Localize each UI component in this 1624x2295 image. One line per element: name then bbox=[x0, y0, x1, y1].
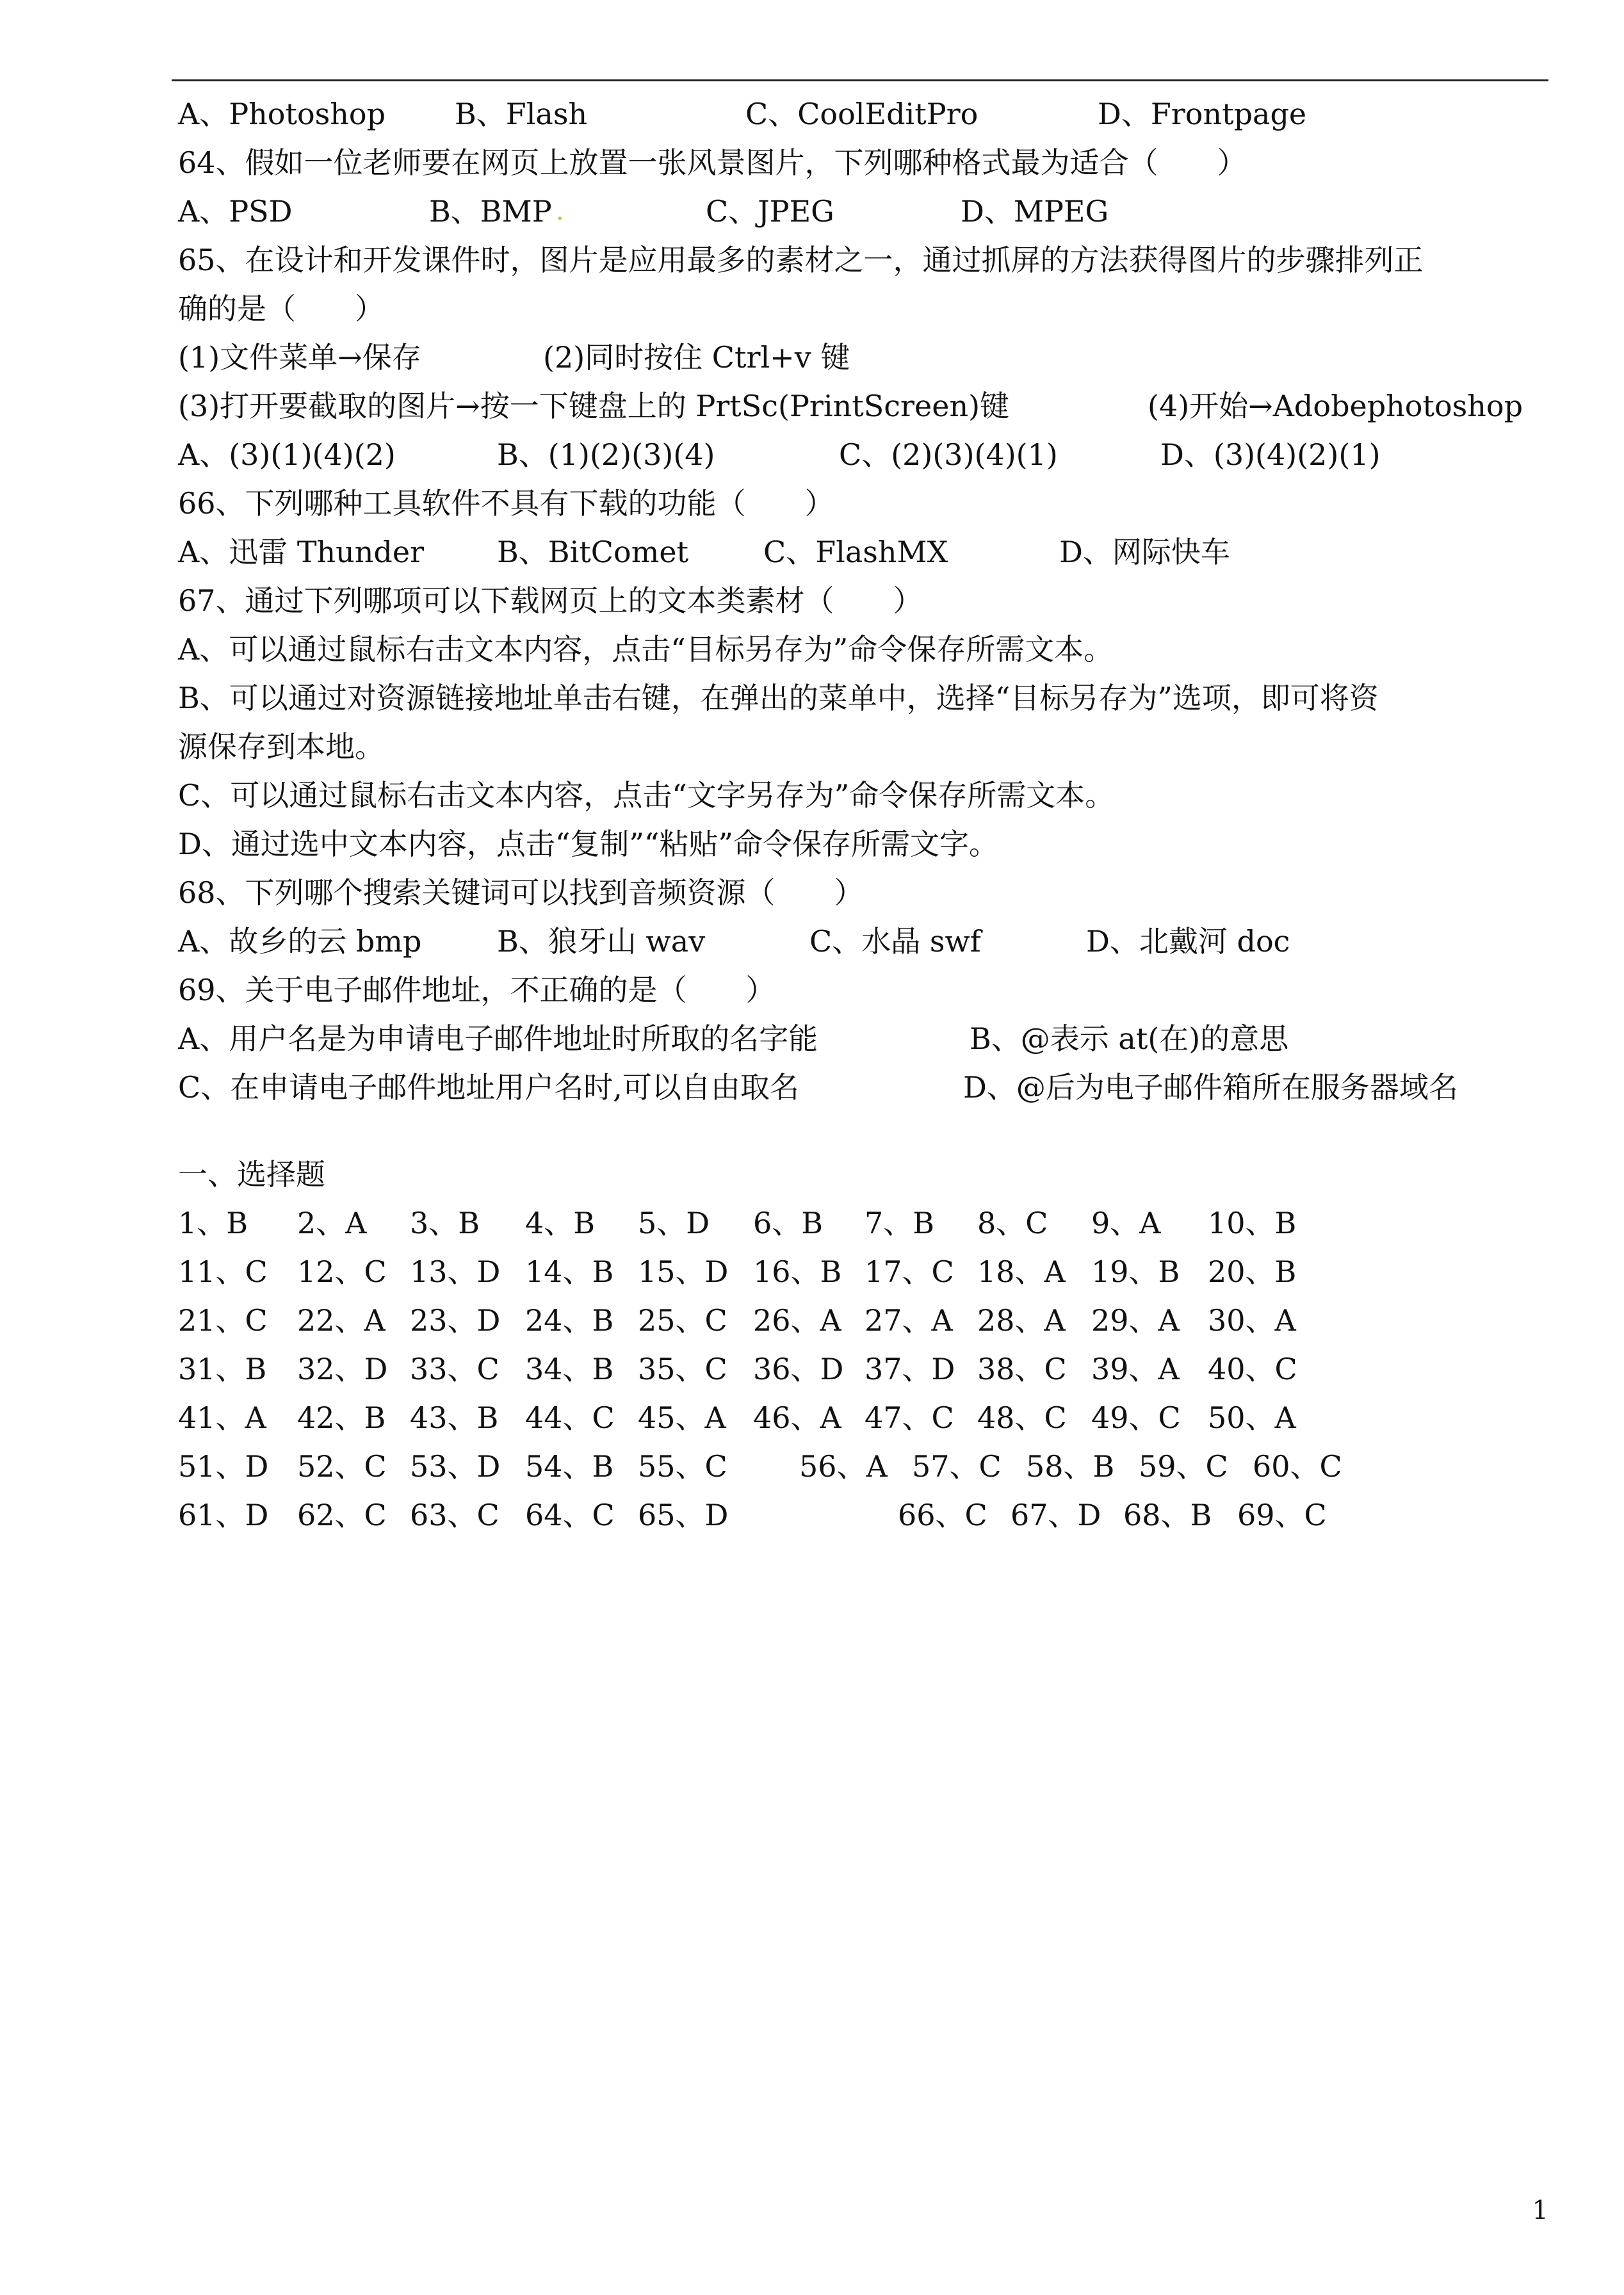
question-64-text: 64、假如一位老师要在网页上放置一张风景图片，下列哪种格式最为适合（ ） bbox=[178, 145, 1247, 180]
option-d: D、(3)(4)(2)(1) bbox=[1160, 437, 1381, 472]
question-64-options bbox=[178, 187, 1548, 236]
question-65-line-1: 65、在设计和开发课件时，图片是应用最多的素材之一，通过抓屏的方法获得图片的步骤排列正 bbox=[178, 243, 1424, 277]
answer-item: 1、B bbox=[178, 1206, 248, 1240]
answer-item: 47、C bbox=[865, 1400, 954, 1435]
answer-item: 69、C bbox=[1237, 1498, 1327, 1532]
question-67-option-a: A、可以通过鼠标右击文本内容，点击“目标另存为”命令保存所需文本。 bbox=[178, 632, 1114, 667]
question-63-options bbox=[178, 90, 1548, 138]
answer-item: 7、B bbox=[865, 1206, 935, 1240]
answer-item: 60、C bbox=[1253, 1449, 1342, 1484]
question-68-options bbox=[178, 917, 1548, 966]
answer-item: 36、D bbox=[753, 1352, 844, 1386]
answer-item: 5、D bbox=[638, 1206, 710, 1240]
answer-item: 56、A bbox=[799, 1449, 888, 1484]
answer-item: 62、C bbox=[297, 1498, 387, 1532]
answer-key-heading: 一、选择题 bbox=[178, 1157, 325, 1192]
answer-item: 66、C bbox=[898, 1498, 987, 1532]
answer-item: 19、B bbox=[1091, 1254, 1180, 1289]
answer-item: 63、C bbox=[410, 1498, 499, 1532]
answer-item: 28、A bbox=[977, 1303, 1066, 1338]
top-divider bbox=[172, 79, 1548, 81]
answer-item: 11、C bbox=[178, 1254, 268, 1289]
option-c: C、水晶 swf bbox=[809, 924, 981, 959]
section-spacer bbox=[178, 1112, 1548, 1150]
question-65-line-2: 确的是（ ） bbox=[178, 291, 384, 326]
question-65-steps-1 bbox=[178, 333, 1548, 382]
question-69-options-row-1 bbox=[178, 1014, 1548, 1063]
question-67-option-b-line-2: 源保存到本地。 bbox=[178, 729, 384, 764]
answer-item: 30、A bbox=[1208, 1303, 1296, 1338]
answer-item: 26、A bbox=[753, 1303, 841, 1338]
question-65-steps-2 bbox=[178, 382, 1548, 430]
answer-rows bbox=[178, 1199, 1548, 1539]
option-d: D、Frontpage bbox=[1098, 97, 1307, 131]
option-c: C、CoolEditPro bbox=[745, 97, 978, 131]
option-a: A、用户名是为申请电子邮件地址时所取的名字能 bbox=[178, 1021, 818, 1056]
answer-item: 39、A bbox=[1091, 1352, 1180, 1386]
answer-item: 67、D bbox=[1011, 1498, 1101, 1532]
answer-item: 61、D bbox=[178, 1498, 269, 1532]
answer-item: 4、B bbox=[525, 1206, 596, 1240]
question-67-text: 67、通过下列哪项可以下载网页上的文本类素材（ ） bbox=[178, 583, 923, 618]
question-65-options bbox=[178, 430, 1548, 479]
answer-item: 22、A bbox=[297, 1303, 386, 1338]
question-66-text: 66、下列哪种工具软件不具有下载的功能（ ） bbox=[178, 486, 834, 521]
option-c: C、JPEG bbox=[706, 194, 834, 229]
option-b: B、Flash bbox=[455, 97, 588, 131]
answer-item: 10、B bbox=[1208, 1206, 1297, 1240]
answer-item: 46、A bbox=[753, 1400, 841, 1435]
question-67-option-d: D、通过选中文本内容，点击“复制”“粘贴”命令保存所需文字。 bbox=[178, 827, 998, 861]
option-b: B、@表示 at(在)的意思 bbox=[970, 1021, 1289, 1056]
answer-item: 65、D bbox=[638, 1498, 729, 1532]
option-d: D、MPEG bbox=[961, 194, 1109, 229]
answer-item: 13、D bbox=[410, 1254, 501, 1289]
answer-item: 64、C bbox=[525, 1498, 615, 1532]
answer-item: 35、C bbox=[638, 1352, 727, 1386]
question-content bbox=[178, 90, 1548, 1539]
scan-mark: . bbox=[556, 197, 564, 226]
option-d: D、@后为电子邮件箱所在服务器域名 bbox=[963, 1070, 1458, 1105]
question-69-text: 69、关于电子邮件地址，不正确的是（ ） bbox=[178, 973, 775, 1007]
answer-item: 18、A bbox=[977, 1254, 1066, 1289]
page-number: 1 bbox=[1532, 2196, 1548, 2225]
answer-item: 59、C bbox=[1139, 1449, 1228, 1484]
answer-row bbox=[178, 1393, 1548, 1442]
question-68-text: 68、下列哪个搜索关键词可以找到音频资源（ ） bbox=[178, 875, 864, 910]
answer-row bbox=[178, 1199, 1548, 1247]
option-c: C、(2)(3)(4)(1) bbox=[839, 437, 1058, 472]
option-c: C、FlashMX bbox=[763, 535, 948, 569]
step-1: (1)文件菜单→保存 bbox=[178, 340, 421, 375]
answer-row bbox=[178, 1345, 1548, 1393]
answer-item: 57、C bbox=[912, 1449, 1002, 1484]
question-69-options-row-2 bbox=[178, 1063, 1548, 1112]
option-b: B、(1)(2)(3)(4) bbox=[497, 437, 715, 472]
answer-item: 41、A bbox=[178, 1400, 266, 1435]
question-67-option-b-line-1: B、可以通过对资源链接地址单击右键，在弹出的菜单中，选择“目标另存为”选项，即可将资 bbox=[178, 681, 1379, 715]
answer-item: 27、A bbox=[865, 1303, 953, 1338]
answer-item: 55、C bbox=[638, 1449, 727, 1484]
answer-item: 3、B bbox=[410, 1206, 480, 1240]
option-a: A、(3)(1)(4)(2) bbox=[178, 437, 396, 472]
answer-row bbox=[178, 1296, 1548, 1345]
answer-item: 37、D bbox=[865, 1352, 955, 1386]
option-a: A、PSD bbox=[178, 194, 293, 229]
question-67-option-c: C、可以通过鼠标右击文本内容，点击“文字另存为”命令保存所需文本。 bbox=[178, 778, 1115, 813]
answer-item: 48、C bbox=[977, 1400, 1067, 1435]
answer-item: 14、B bbox=[525, 1254, 614, 1289]
answer-item: 58、B bbox=[1026, 1449, 1115, 1484]
answer-item: 38、C bbox=[977, 1352, 1067, 1386]
answer-item: 52、C bbox=[297, 1449, 387, 1484]
answer-item: 40、C bbox=[1208, 1352, 1297, 1386]
option-d: D、网际快车 bbox=[1059, 535, 1230, 569]
answer-item: 15、D bbox=[638, 1254, 729, 1289]
question-66-options bbox=[178, 528, 1548, 576]
step-3: (3)打开要截取的图片→按一下键盘上的 PrtSc(PrintScreen)键 bbox=[178, 389, 1010, 423]
answer-item: 12、C bbox=[297, 1254, 387, 1289]
option-c: C、在申请电子邮件地址用户名时,可以自由取名 bbox=[178, 1070, 799, 1105]
option-a: A、迅雷 Thunder bbox=[178, 535, 425, 569]
option-a: A、故乡的云 bmp bbox=[178, 924, 422, 959]
answer-item: 29、A bbox=[1091, 1303, 1180, 1338]
option-a: A、Photoshop bbox=[178, 97, 386, 131]
answer-item: 2、A bbox=[297, 1206, 367, 1240]
answer-key bbox=[178, 1150, 1548, 1539]
answer-item: 68、B bbox=[1123, 1498, 1212, 1532]
answer-item: 20、B bbox=[1208, 1254, 1297, 1289]
answer-item: 49、C bbox=[1091, 1400, 1181, 1435]
answer-item: 17、C bbox=[865, 1254, 954, 1289]
answer-item: 25、C bbox=[638, 1303, 727, 1338]
answer-item: 21、C bbox=[178, 1303, 268, 1338]
answer-item: 24、B bbox=[525, 1303, 614, 1338]
answer-item: 43、B bbox=[410, 1400, 499, 1435]
answer-item: 9、A bbox=[1091, 1206, 1161, 1240]
answer-item: 54、B bbox=[525, 1449, 614, 1484]
answer-item: 50、A bbox=[1208, 1400, 1296, 1435]
step-4: (4)开始→Adobephotoshop bbox=[1148, 389, 1523, 423]
answer-item: 23、D bbox=[410, 1303, 501, 1338]
answer-item: 33、C bbox=[410, 1352, 499, 1386]
answer-item: 32、D bbox=[297, 1352, 388, 1386]
answer-item: 42、B bbox=[297, 1400, 386, 1435]
answer-row bbox=[178, 1247, 1548, 1296]
option-b: B、BMP bbox=[429, 194, 552, 229]
answer-item: 34、B bbox=[525, 1352, 614, 1386]
answer-item: 45、A bbox=[638, 1400, 726, 1435]
step-2: (2)同时按住 Ctrl+v 键 bbox=[543, 340, 850, 375]
answer-item: 31、B bbox=[178, 1352, 267, 1386]
option-b: B、BitComet bbox=[497, 535, 689, 569]
answer-row bbox=[178, 1491, 1548, 1539]
answer-row bbox=[178, 1442, 1548, 1491]
option-d: D、北戴河 doc bbox=[1086, 924, 1290, 959]
option-b: B、狼牙山 wav bbox=[497, 924, 706, 959]
answer-item: 6、B bbox=[753, 1206, 824, 1240]
answer-item: 44、C bbox=[525, 1400, 615, 1435]
answer-item: 53、D bbox=[410, 1449, 501, 1484]
answer-item: 8、C bbox=[977, 1206, 1048, 1240]
answer-item: 51、D bbox=[178, 1449, 269, 1484]
answer-item: 16、B bbox=[753, 1254, 842, 1289]
